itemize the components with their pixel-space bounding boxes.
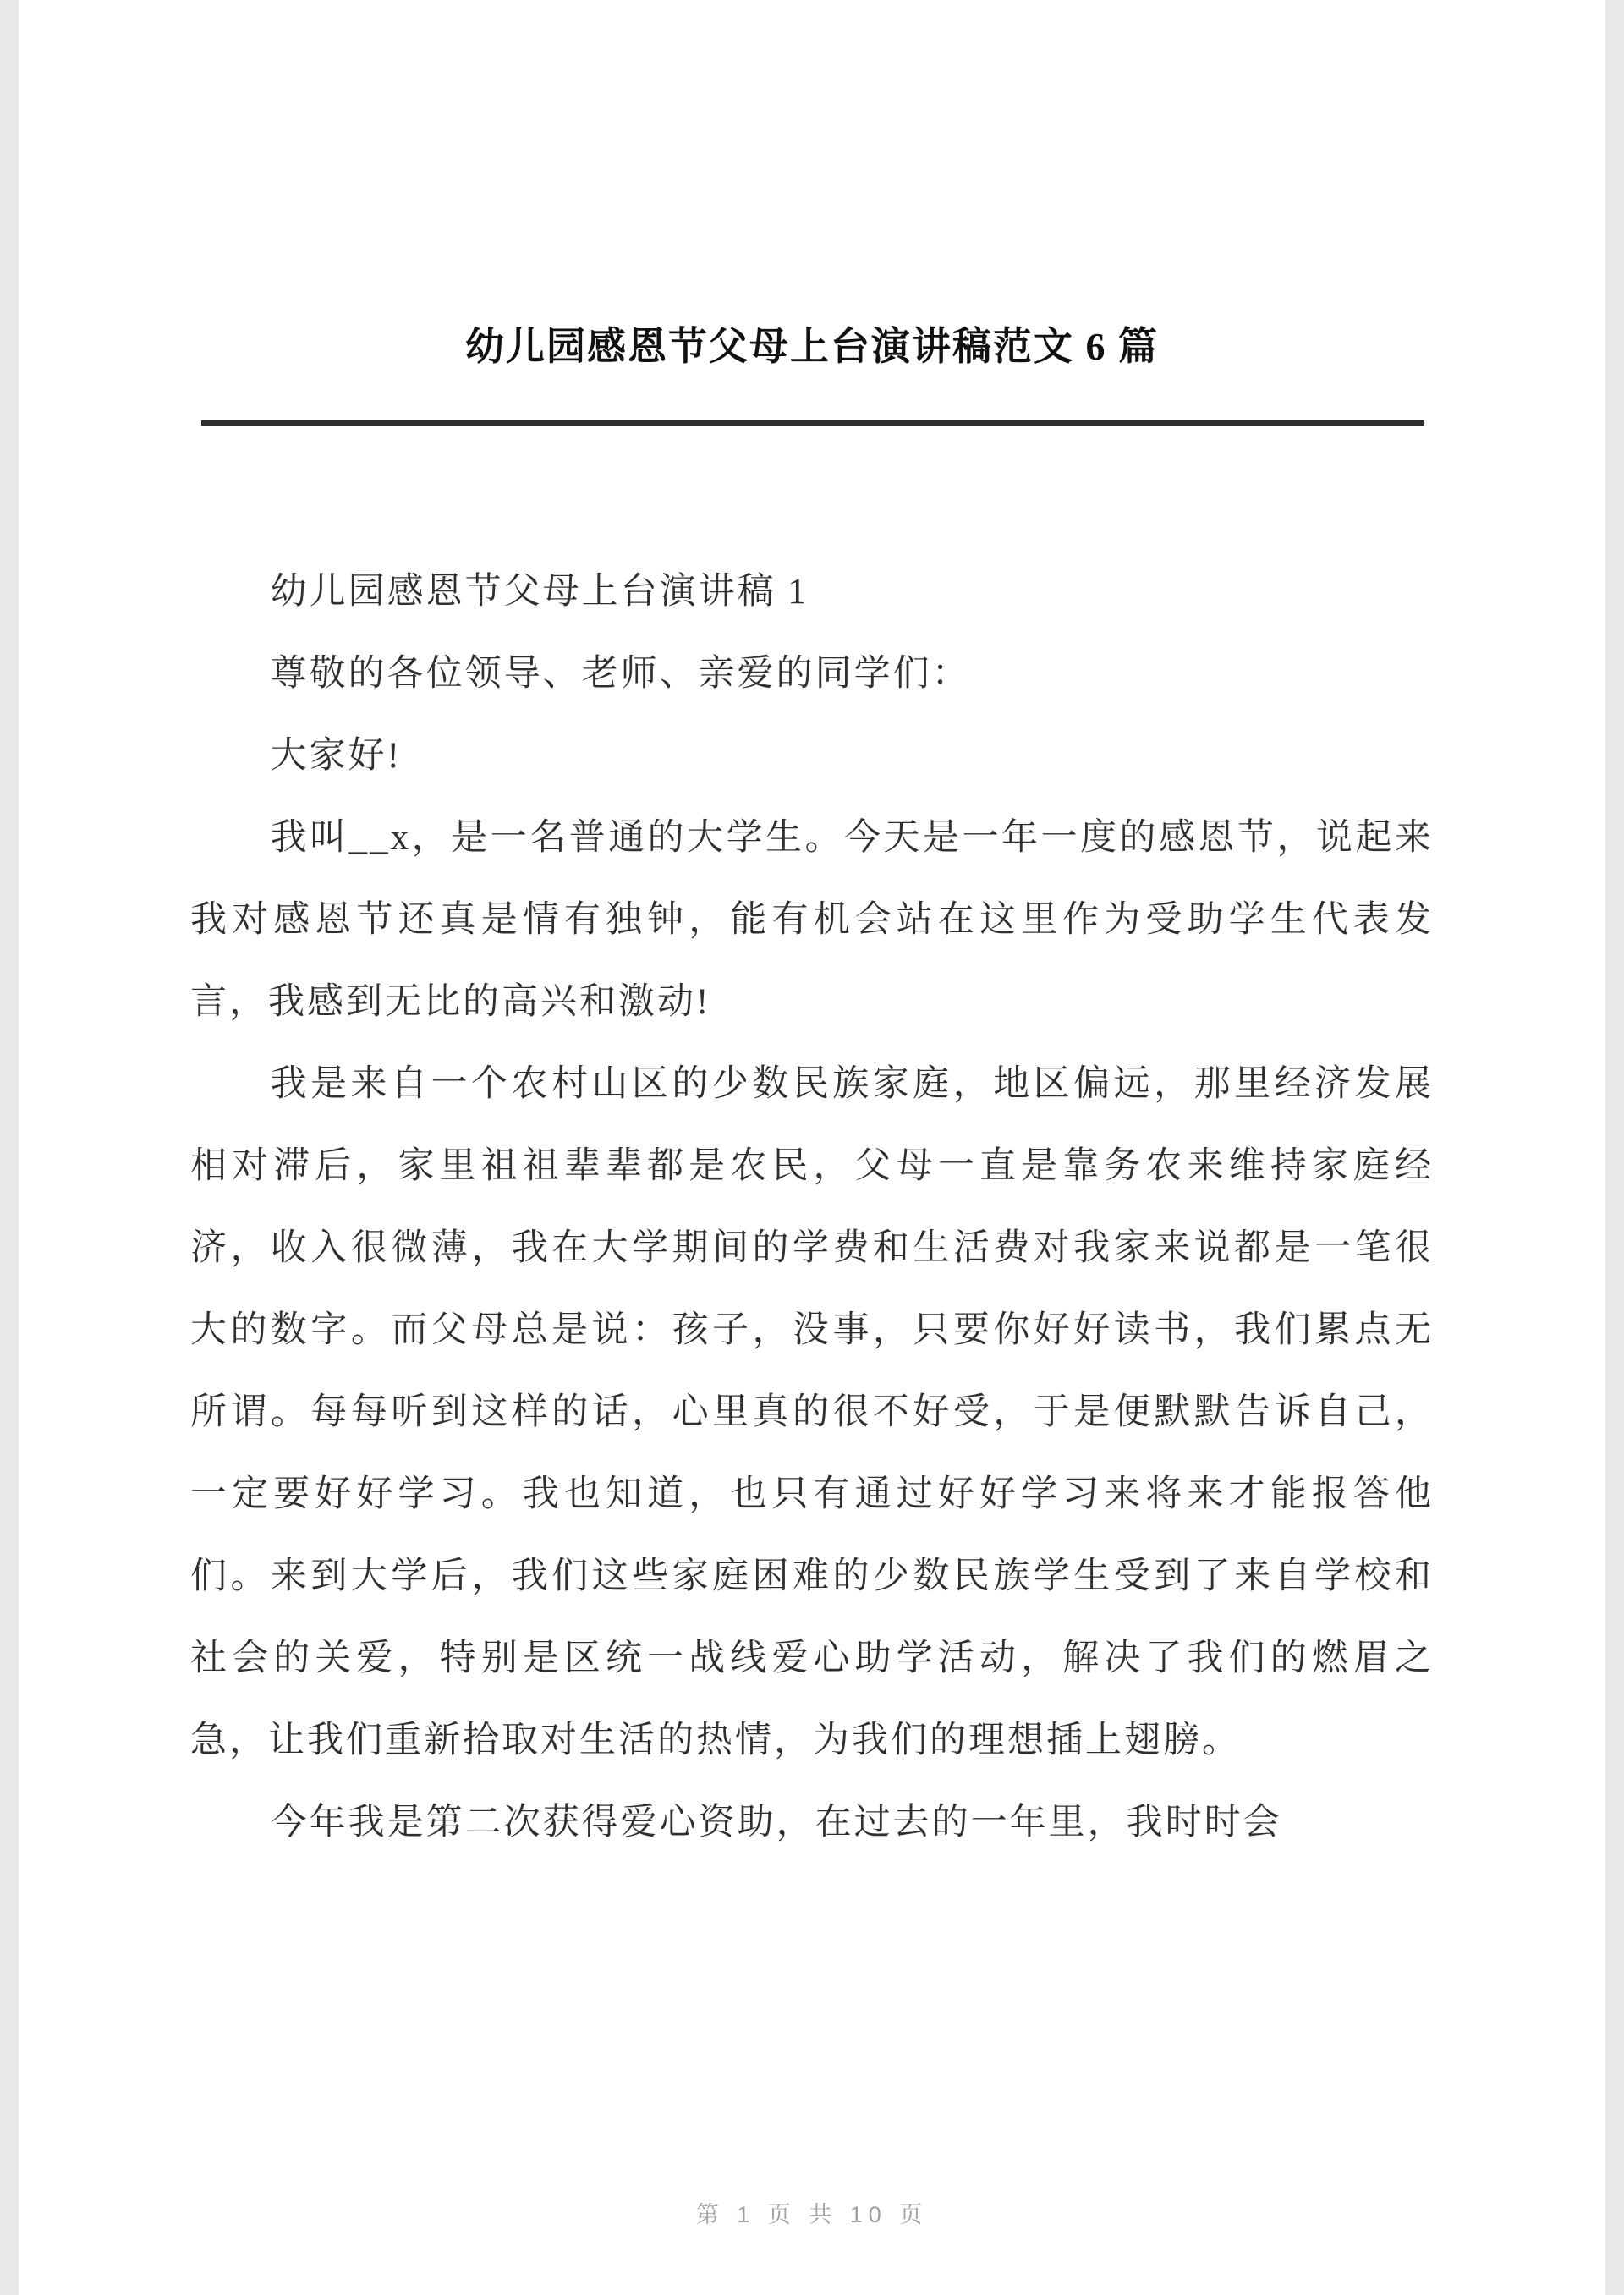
paragraph: 尊敬的各位领导、老师、亲爱的同学们： [270, 654, 971, 695]
paragraph: 我叫__x，是一名普通的大学生。今天是一年一度的感恩节，说起来我对感恩节还真是情有独钟，能有机会站在这里作为受助学生代表发言，我感到无比的高兴和激动! [190, 818, 1434, 1023]
document-page [19, 0, 1605, 2295]
paragraph: 今年我是第二次获得爱心资助，在过去的一年里，我时时会 [270, 1803, 1282, 1843]
document-content [190, 323, 1434, 1864]
document-body [190, 551, 1434, 1864]
paragraph: 大家好! [270, 736, 402, 777]
title-divider [201, 420, 1424, 426]
paragraph: 我是来自一个农村山区的少数民族家庭，地区偏远，那里经济发展相对滞后，家里祖祖辈辈都是农民，父母一直是靠务农来维持家庭经济，收入很微薄，我在大学期间的学费和生活费对我家来说都是一笔很大的数字。而父母总是说：孩子，没事，只要你好好读书，我们累点无所谓。每每听到这样的话，心里真的很不好受，于是便默默告诉自己，一定要好好学习。我也知道，也只有通过好好学习来将来才能报答他们。来到大学后，我们这些家庭困难的少数民族学生受到了来自学校和社会的关爱，特别是区统一战线爱心助学活动，解决了我们的燃眉之急，让我们重新拾取对生活的热情，为我们的理想插上翅膀。 [190, 1064, 1434, 1761]
page-title: 幼儿园感恩节父母上台演讲稿范文 6 篇 [465, 325, 1159, 368]
paragraph: 幼儿园感恩节父母上台演讲稿 1 [270, 572, 809, 612]
page-footer: 第 1 页 共 10 页 [695, 2202, 929, 2227]
